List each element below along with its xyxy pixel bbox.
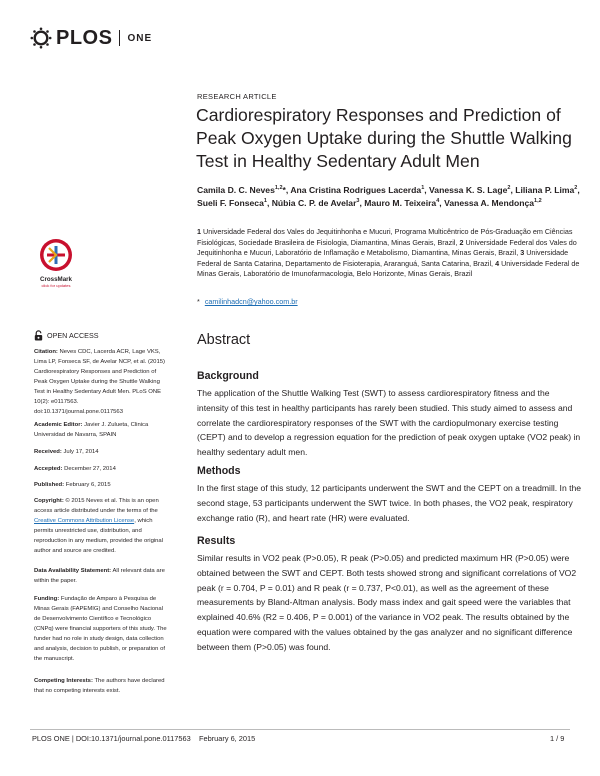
open-access-label: OPEN ACCESS [47, 331, 99, 340]
affiliations: 1 Universidade Federal dos Vales do Jequitinhonha e Mucuri, Programa Multicêntrico de Pós-Graduação em Ciências Fisiológicas, Sociedade Brasileira de Fisiologia, Diamantina, Minas Gerais, Brazil, 2 Universidade Federal dos Vales do Jequitinhonha e Mucuri, Laboratório de Inflamação e Metabolismo, Diamantina, Minas Gerais, Brazil, 3 Universidade Federal de Santa Catarina, Departamento de Fisioterapia, Araranguá, Santa Catarina, Brazil, 4 Universidade Federal de Minas Gerais, Laboratório de Imunofarmacologia, Belo Horizonte, Minas Gerais, Brazil [197, 227, 580, 278]
competing-interests-block: Competing Interests: The authors have declared that no competing interests exist. [34, 678, 165, 694]
received-date: Received: July 17, 2014 [34, 449, 99, 455]
methods-text: In the first stage of this study, 12 participants underwent the SWT and the CEPT on a treadmill. In the second stage, 53 participants underwent the SWT twice. In both phases, the VO2 peak, respiratory exchange ratio (R), and heart rate (HR) were evaluated. [197, 483, 582, 523]
citation-block: Citation: Neves CDC, Lacerda ACR, Lage VKS, Lima LP, Fonseca SF, de Avelar NCP, et al. (2015) Cardiorespiratory Responses and Prediction of Peak Oxygen Uptake during the Shuttle Walking Test in Healthy Sedentary Adult Men. PLoS ONE 10(2): e0117563. doi:10.1371/journal.pone.0117563 [34, 349, 165, 415]
author: Vanessa A. Mendonça$^{1,2}$ [444, 198, 542, 209]
author: Mauro M. Teixeira$^4$, [364, 198, 445, 209]
plos-one-logo [30, 26, 152, 50]
crossmark-label: CrossMark [40, 276, 72, 283]
crossmark-button[interactable] [39, 238, 73, 288]
results-text: Similar results in VO2 peak (P>0.05), R peak (P>0.05) and predicted maximum HR (P>0.05) were obtained between the SWT and CEPT. Both tests showed strong and significant correlations of VO2 peak (r = 0.704, P = 0.01) and R peak (r = 0.737, P<0.01), as well as the agreement of these measurements by Bland-Altman analysis. Body mass index and gait speed were the variables that explained 40.6% (R2 = 0.406, P = 0.001) of the variance in VO2 peak. The results obtained by the equation were compared with the values obtained by the gas analyzer and no significant difference between them (P>0.05) was found. [197, 553, 577, 652]
funding-block: Funding: Fundação de Amparo à Pesquisa de Minas Gerais (FAPEMIG) and Conselho Nacional de Desenvolvimento Científico e Tecnológico (CNPq) were financial supporters of this study. The funder had no role in study design, data collection and analysis, decision to publish, or preparation of the manuscript. [34, 596, 167, 662]
author: Sueli F. Fonseca$^1$, [197, 198, 272, 209]
footer-citation: PLOS ONE | DOI:10.1371/journal.pone.0117563 February 6, 2015 [32, 734, 256, 743]
author: Ana Cristina Rodrigues Lacerda$^1$, [290, 184, 430, 195]
background-heading: Background [197, 370, 259, 382]
crossmark-icon [39, 238, 73, 272]
crossmark-sub: click for updates [41, 283, 71, 288]
data-availability-block: Data Availability Statement: All relevant data are within the paper. [34, 568, 165, 584]
copyright-block: Copyright: © 2015 Neves et al. This is an open access article distributed under the terms of the Creative Commons Attribution License, which permits unrestricted use, distribution, and reproduction in any medium, provided the original author and source are credited. [34, 498, 164, 554]
correspondence [197, 297, 298, 306]
logo-divider [119, 30, 120, 46]
article-title: Cardiorespiratory Responses and Prediction of Peak Oxygen Uptake during the Shuttle Walking Test in Healthy Sedentary Adult Men [196, 105, 572, 171]
abstract-heading: Abstract [197, 332, 251, 348]
academic-editor-block: Academic Editor: Javier J. Zulueta, Clinica Universidad de Navarra, SPAIN [34, 422, 149, 438]
plos-logo-icon [30, 27, 52, 49]
correspondence-marker: * [197, 297, 200, 306]
open-access-badge [34, 330, 99, 341]
journal-sub: ONE [127, 32, 153, 44]
author-list [197, 183, 582, 210]
license-link[interactable]: Creative Commons Attribution License [34, 518, 135, 524]
accepted-date: Accepted: December 27, 2014 [34, 466, 116, 472]
author: Núbia C. P. de Avelar$^3$, [271, 198, 365, 209]
author: Vanessa K. S. Lage$^2$, [429, 184, 516, 195]
background-text: The application of the Shuttle Walking Test (SWT) to assess cardiorespiratory fitness and the intensity of this test in healthy participants has rarely been studied. This study aimed to assess and correlate the cardiorespiratory responses of the SWT with the cardiopulmonary exercise testing (CEPT) and to develop a regression equation for the prediction of peak oxygen uptake (VO2 peak) in healthy sedentary adult men. [197, 388, 581, 458]
correspondence-email-link[interactable]: camilinhadcn@yahoo.com.br [204, 297, 298, 306]
author: Liliana P. Lima$^2$, [515, 184, 580, 195]
journal-name: PLOS [56, 26, 113, 49]
methods-heading: Methods [197, 465, 241, 477]
published-date: Published: February 6, 2015 [34, 482, 111, 488]
footer-divider [30, 729, 570, 730]
open-lock-icon [34, 330, 43, 341]
results-heading: Results [197, 535, 236, 547]
author: Camila D. C. Neves$^{1,2}$*, [197, 184, 291, 195]
page-number: 1 / 9 [550, 734, 565, 743]
article-type: RESEARCH ARTICLE [197, 92, 277, 101]
